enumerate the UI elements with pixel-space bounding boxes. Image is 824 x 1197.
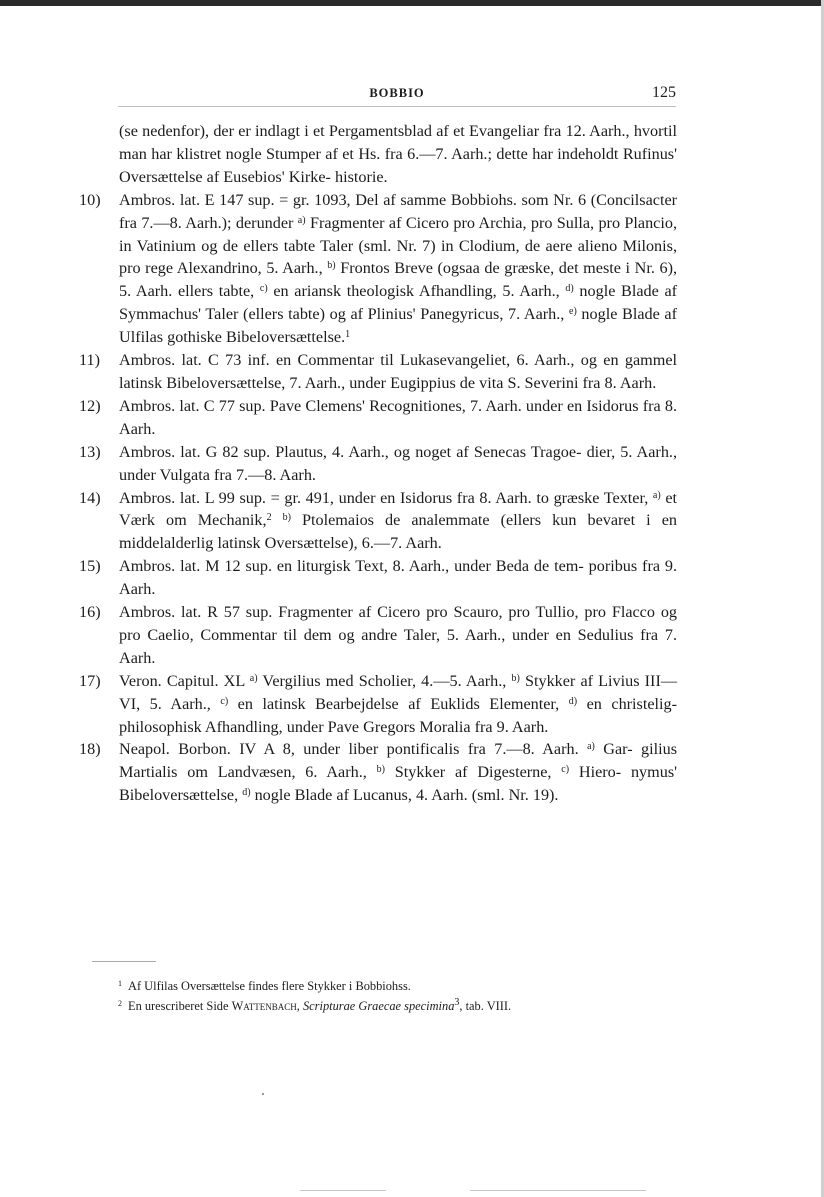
list-item	[79, 555, 677, 601]
entry-number: 17)	[79, 671, 101, 690]
list-item	[79, 441, 677, 487]
list-item	[79, 395, 677, 441]
entry-text: Neapol. Borbon. IV A 8, under liber pontificalis fra 7.—8. Aarh. $^{a)}$ Gar- gilius Martialis om Landvæsen, 6. Aarh., $^{b)}$ Stykker af Digesterne, $^{c)}$ Hiero- nymus' Bibeloversættelse, $^{d)}$ nogle Blade af Lucanus, 4. Aarh. (sml. Nr. 19).	[119, 740, 678, 805]
footnotes	[118, 975, 678, 1015]
entry-number: 15)	[79, 557, 101, 576]
list-item	[79, 738, 677, 807]
footnote: $^1$ Af Ulfilas Oversættelse findes flere Stykker i Bobbiohss.	[118, 979, 411, 993]
list-item	[79, 487, 677, 556]
continuation-paragraph: (se nedenfor), der er indlagt i et Pergamentsblad af et Evangeliar fra 12. Aarh., hvortil man har klistret nogle Stumper af et Hs. fra 6.—7. Aarh.; dette har indeholdt Rufinus' Oversættelse af Eusebios' Kirke- historie.	[119, 122, 678, 186]
scan-top-edge	[0, 0, 824, 6]
scan-speck	[262, 1093, 264, 1095]
footnote: $^2$ En urescriberet Side Wattenbach, Scripturae Graecae specimina$^3$, tab. VIII.	[118, 997, 512, 1013]
list-item	[79, 349, 677, 395]
entry-text: Ambros. lat. C 77 sup. Pave Clemens' Recognitiones, 7. Aarh. under en Isidorus fra 8. Aarh.	[119, 396, 677, 438]
entry-text: Veron. Capitul. XL $^{a)}$ Vergilius med Scholier, 4.—5. Aarh., $^{b)}$ Stykker af Livius III—VI, 5. Aarh., $^{c)}$ en latinsk Bearbejdelse af Euklids Elementer, $^{d)}$ en christelig-philosophisk Afhandling, under Pave Gregors Moralia fra 9. Aarh.	[119, 671, 678, 736]
page-header	[118, 84, 676, 107]
scan-bottom-mark	[300, 1190, 386, 1191]
entry-number: 11)	[79, 351, 100, 370]
footnote-divider	[92, 961, 156, 962]
list-item	[79, 189, 677, 349]
running-head: BOBBIO	[369, 86, 425, 100]
footnote-ref: 1	[345, 329, 351, 341]
list-item	[79, 601, 677, 670]
entry-number: 10)	[79, 190, 101, 209]
entry-text: Ambros. lat. R 57 sup. Fragmenter af Cicero pro Scauro, pro Tullio, pro Flacco og pro Caelio, Commentar til dem og andre Taler, 5. Aarh., under en Sedulius fra 7. Aarh.	[119, 603, 678, 667]
entry-text: Ambros. lat. M 12 sup. en liturgisk Text, 8. Aarh., under Beda de tem- poribus fra 9. Aarh.	[119, 557, 678, 599]
entry-text: Ambros. lat. G 82 sup. Plautus, 4. Aarh., og noget af Senecas Tragoe- dier, 5. Aarh., under Vulgata fra 7.—8. Aarh.	[119, 442, 678, 484]
entry-number: 14)	[79, 488, 101, 507]
list-item	[79, 670, 677, 739]
entry-number: 12)	[79, 396, 101, 415]
entry-number: 13)	[79, 442, 101, 461]
entry-number: 16)	[79, 603, 101, 622]
scan-bottom-mark	[470, 1190, 646, 1191]
entry-text: Ambros. lat. L 99 sup. = gr. 491, under en Isidorus fra 8. Aarh. to græske Texter, $^{a)}$ et Værk om Mechanik,$^2$ $^{b)}$ Ptolemaios de analemmate (ellers kun bevaret i en middelalderlig latinsk Oversættelse), 6.—7. Aarh.	[119, 488, 678, 553]
entry-text: Ambros. lat. C 73 inf. en Commentar til Lukasevangeliet, 6. Aarh., og en gammel latinsk Bibeloversættelse, 7. Aarh., under Eugippius de vita S. Severini fra 8. Aarh.	[119, 351, 678, 392]
entry-number: 18)	[79, 740, 101, 759]
main-text	[79, 120, 677, 807]
footnote-ref: 2	[266, 512, 272, 524]
page-number: 125	[652, 84, 676, 101]
entry-text: Ambros. lat. E 147 sup. = gr. 1093, Del af samme Bobbiohs. som Nr. 6 (Concilsacter fra 7.—8. Aarh.); derunder $^{a)}$ Fragmenter af Cicero pro Archia, pro Sulla, pro Plancio, in Vatinium og de ellers tabte Taler (sml. Nr. 7) in Clodium, de aere alieno Milonis, pro rege Alexandrino, 5. Aarh., $^{b)}$ Frontos Breve (ogsaa de græske, det meste i Nr. 6), 5. Aarh. ellers tabte, $^{c)}$ en ariansk theologisk Afhandling, 5. Aarh., $^{d)}$ nogle Blade af Symmachus' Taler (ellers tabte) og af Plinius' Panegyricus, 7. Aarh., $^{e)}$ nogle Blade af Ulfilas gothiske Bibeloversættelse.$^1$	[119, 190, 678, 347]
